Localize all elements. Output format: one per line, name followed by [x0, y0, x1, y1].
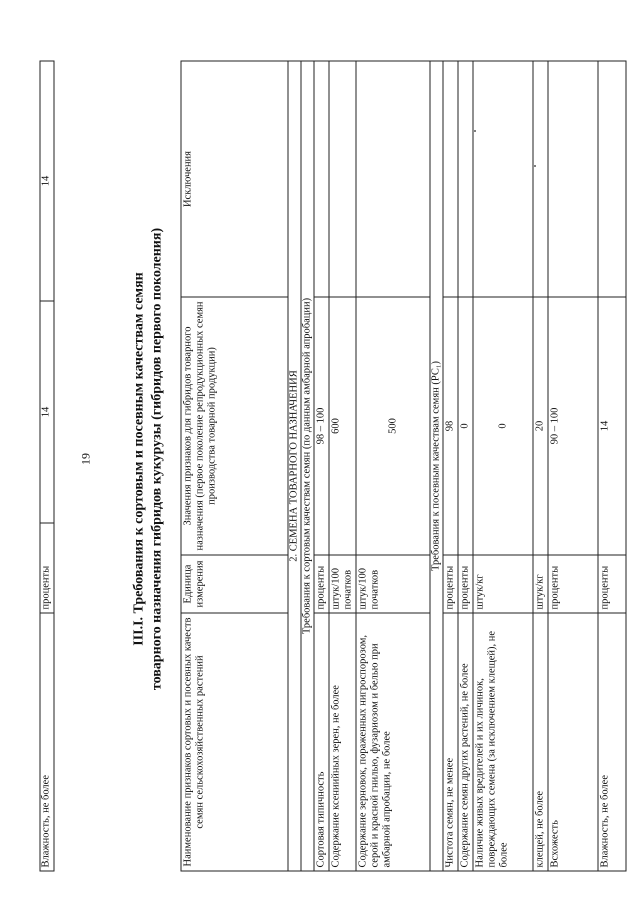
row-value: 90 – 100: [548, 297, 598, 555]
row-value: 600: [329, 297, 356, 555]
row-value: 0: [473, 297, 533, 555]
row-value: 20: [533, 297, 548, 555]
row-exception: [548, 61, 598, 297]
table-row: [548, 61, 598, 871]
header-name: Наименование признаков сортовых и посевных качеств семян сельскохозяйственных растений: [181, 613, 288, 871]
row-value: 14: [598, 297, 626, 555]
rotated-content: [35, 47, 610, 872]
subsection-label: Требования к посевным качествам семян (РС₁): [430, 61, 443, 871]
row-exception: [314, 61, 329, 297]
section-title: III.I. Требования к сортовым и посевным качествам семян: [131, 272, 146, 646]
row-unit: штук/100 початков: [329, 555, 356, 613]
row-unit: проценты: [443, 555, 458, 613]
row-unit: штук/кг: [533, 555, 548, 613]
requirements-table: [180, 61, 626, 872]
row-value: 14: [40, 61, 54, 301]
row-value: 14: [40, 301, 54, 523]
row-exception: [533, 61, 548, 297]
row-name: Влажность, не более: [598, 613, 626, 871]
row-value: 98 – 100: [314, 297, 329, 555]
table-row: [458, 61, 473, 871]
row-name: Содержание семян других растений, не более: [458, 613, 473, 871]
row-exception: [598, 61, 626, 297]
row-exception: [329, 61, 356, 297]
row-name: Всхожесть: [548, 613, 598, 871]
row-unit: проценты: [40, 523, 54, 613]
section-label: 2. СЕМЕНА ТОВАРНОГО НАЗНАЧЕНИЯ: [288, 61, 301, 871]
row-name: Сортовая типичность: [314, 613, 329, 871]
row-unit: проценты: [598, 555, 626, 613]
subsection-row: [301, 61, 314, 871]
table-row: [314, 61, 329, 871]
row-value: 98: [443, 297, 458, 555]
table-row: [473, 61, 533, 871]
row-name: клещей, не более: [533, 613, 548, 871]
row-name: Содержание ксениийных зерен, не более: [329, 613, 356, 871]
row-exception: [443, 61, 458, 297]
row-name: Содержание зерновок, пораженных нигроспорозом, серой и красной гнилью, фузариозом и белью при амбарной апробации, не более: [356, 613, 430, 871]
header-exceptions: Исключения: [181, 61, 288, 297]
table-row: [598, 61, 626, 871]
section-row: [288, 61, 301, 871]
row-value: 500: [356, 297, 430, 555]
row-exception: [473, 61, 533, 297]
table-row: [329, 61, 356, 871]
row-unit: проценты: [548, 555, 598, 613]
row-unit: штук/кг: [473, 555, 533, 613]
table-header-row: [181, 61, 288, 871]
section-subtitle: товарного назначения гибридов кукурузы (гибридов первого поколения): [149, 227, 164, 691]
row-unit: проценты: [314, 555, 329, 613]
row-unit: проценты: [458, 555, 473, 613]
header-unit: Единица измерения: [181, 555, 288, 613]
row-unit: штук/100 початков: [356, 555, 430, 613]
row-name: Наличие живых вредителей и их личинок, повреждающих семена (за исключением клещей), не более: [473, 613, 533, 871]
row-value: 0: [458, 297, 473, 555]
table-row: [40, 61, 54, 871]
page-number: 19: [78, 453, 92, 465]
header-value: Значения признаков для гибридов товарного назначения (первое поколение репродукционных семян производства товарной продукции): [181, 297, 288, 555]
subsection-label: Требования к сортовым качествам семян (по данным амбарной апробации): [301, 61, 314, 871]
row-exception: [356, 61, 430, 297]
table-row: [533, 61, 548, 871]
previous-table-tail: [39, 61, 54, 872]
subsection-row: [430, 61, 443, 871]
table-row: [443, 61, 458, 871]
row-exception: [458, 61, 473, 297]
row-name: Чистота семян, не менее: [443, 613, 458, 871]
table-row: [356, 61, 430, 871]
row-label: Влажность, не более: [40, 613, 54, 871]
